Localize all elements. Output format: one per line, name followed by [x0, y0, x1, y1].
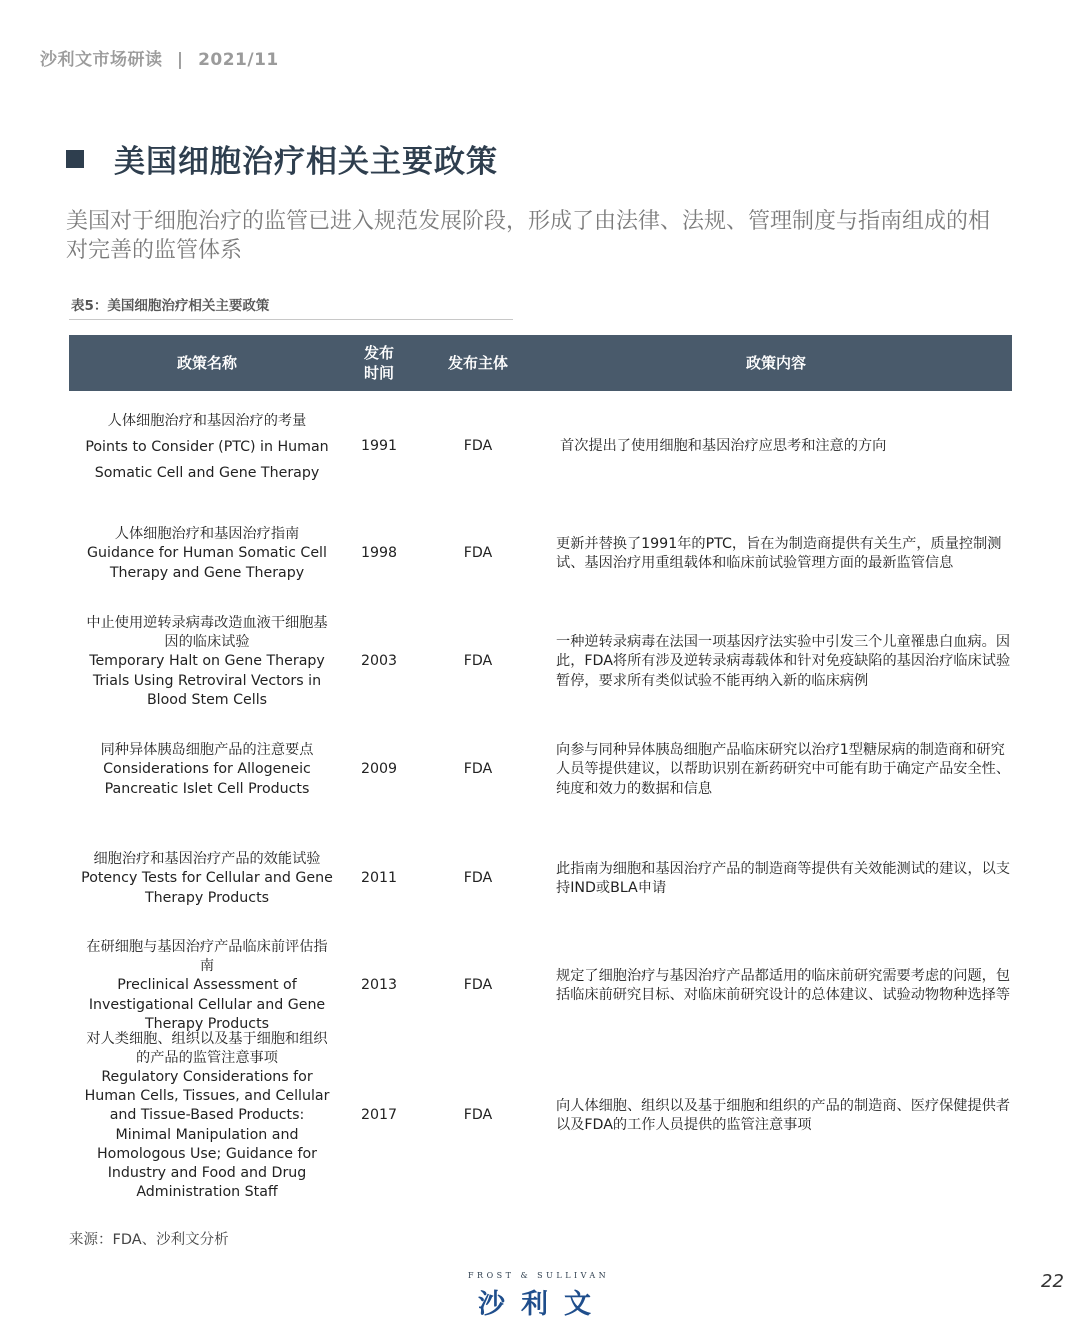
policy-year: 2013 [360, 977, 398, 994]
policy-year: 1998 [360, 545, 398, 562]
policy-content: 向人体细胞、组织以及基于细胞和组织的产品的制造商、医疗保健提供者以及FDA的工作人员提供的监管注意事项 [556, 1097, 1011, 1133]
header-date: 2021/11 [198, 50, 279, 70]
policy-year: 2003 [360, 653, 398, 670]
logo-english: FROST & SULLIVAN [468, 1271, 610, 1280]
policy-org: FDA [463, 438, 493, 455]
page-number: 22 [1041, 1271, 1064, 1292]
policy-content: 向参与同种异体胰岛细胞产品临床研究以治疗1型糖尿病的制造商和研究人员等提供建议，以帮助识别在新药研究中可能有助于确定产品安全性、纯度和效力的数据和信息 [556, 742, 1011, 797]
policy-name: 对人类细胞、组织以及基于细胞和组织的产品的监管注意事项 Regulatory Considerations for Human Cells, Tissues, and Cellular and Tissue-Based Products: Minimal Manipulation and Homologous Use; Guidance for Industry and Food and Drug Administration Staff [84, 1030, 330, 1201]
table-caption: 表5：美国细胞治疗相关主要政策 [71, 298, 270, 314]
col-header-name: 政策名称 [176, 354, 237, 372]
header-brand: 沙利文市场研读 [40, 50, 163, 70]
table-row [69, 1030, 1012, 1201]
col-header-content: 政策内容 [745, 354, 806, 372]
policy-year: 2009 [360, 761, 398, 778]
header-separator: | [176, 50, 184, 70]
policy-content: 首次提出了使用细胞和基因治疗应思考和注意的方向 [560, 438, 887, 455]
policy-name: 人体细胞治疗和基因治疗指南 Guidance for Human Somatic Cell Therapy and Gene Therapy [87, 526, 327, 581]
policy-name: 细胞治疗和基因治疗产品的效能试验 Potency Tests for Cellular and Gene Therapy Products [81, 851, 333, 906]
policy-org: FDA [463, 653, 493, 670]
table-row [69, 404, 1012, 490]
page-subtitle: 美国对于细胞治疗的监管已进入规范发展阶段，形成了由法律、法规、管理制度与指南组成的相对完善的监管体系 [66, 209, 991, 263]
policy-year: 1991 [360, 438, 398, 455]
table-row [69, 610, 1012, 714]
policy-name: 在研细胞与基因治疗产品临床前评估指南 Preclinical Assessment of Investigational Cellular and Gene Therapy Products [86, 938, 328, 1032]
title-bullet-icon [66, 150, 84, 168]
policy-org: FDA [463, 1107, 493, 1124]
policy-year: 2017 [360, 1107, 398, 1124]
policy-year: 2011 [360, 870, 398, 887]
table-row [69, 936, 1012, 1036]
policy-org: FDA [463, 545, 493, 562]
policy-org: FDA [463, 761, 493, 778]
policy-org: FDA [463, 977, 493, 994]
caption-divider [69, 319, 513, 320]
policy-name: 中止使用逆转录病毒改造血液干细胞基因的临床试验 Temporary Halt on Gene Therapy Trials Using Retroviral Vectors in Blood Stem Cells [86, 614, 328, 708]
policy-content: 规定了细胞治疗与基因治疗产品都适用的临床前研究需要考虑的问题，包括临床前研究目标、对临床前研究设计的总体建议、试验动物物种选择等 [556, 967, 1011, 1003]
policy-name: 人体细胞治疗和基因治疗的考量 Points to Consider (PTC) in Human Somatic Cell and Gene Therapy [85, 413, 329, 481]
policy-content: 一种逆转录病毒在法国一项基因疗法实验中引发三个儿童罹患白血病。因此，FDA将所有涉及逆转录病毒载体和针对免疫缺陷的基因治疗临床试验暂停，要求所有类似试验不能再纳入新的临床病例 [556, 634, 1011, 689]
policy-org: FDA [463, 870, 493, 887]
source-note: 来源：FDA、沙利文分析 [69, 1232, 229, 1248]
title-block [66, 136, 498, 181]
page-title: 美国细胞治疗相关主要政策 [114, 144, 498, 180]
report-header [40, 45, 279, 70]
policy-name: 同种异体胰岛细胞产品的注意要点 Considerations for Allogeneic Pancreatic Islet Cell Products [100, 742, 314, 797]
table-row [69, 734, 1012, 806]
col-header-org: 发布主体 [447, 354, 508, 372]
policy-content: 更新并替换了1991年的PTC，旨在为制造商提供有关生产，质量控制测试、基因治疗用重组载体和临床前试验管理方面的最新监管信息 [556, 535, 1002, 571]
col-header-time: 发布 时间 [363, 344, 394, 382]
table-row [69, 516, 1012, 592]
policy-content: 此指南为细胞和基因治疗产品的制造商等提供有关效能测试的建议，以支持IND或BLA申请 [556, 860, 1011, 896]
table-row [69, 836, 1012, 922]
logo-chinese: 沙利文 [478, 1289, 607, 1320]
table-header [69, 335, 1012, 391]
